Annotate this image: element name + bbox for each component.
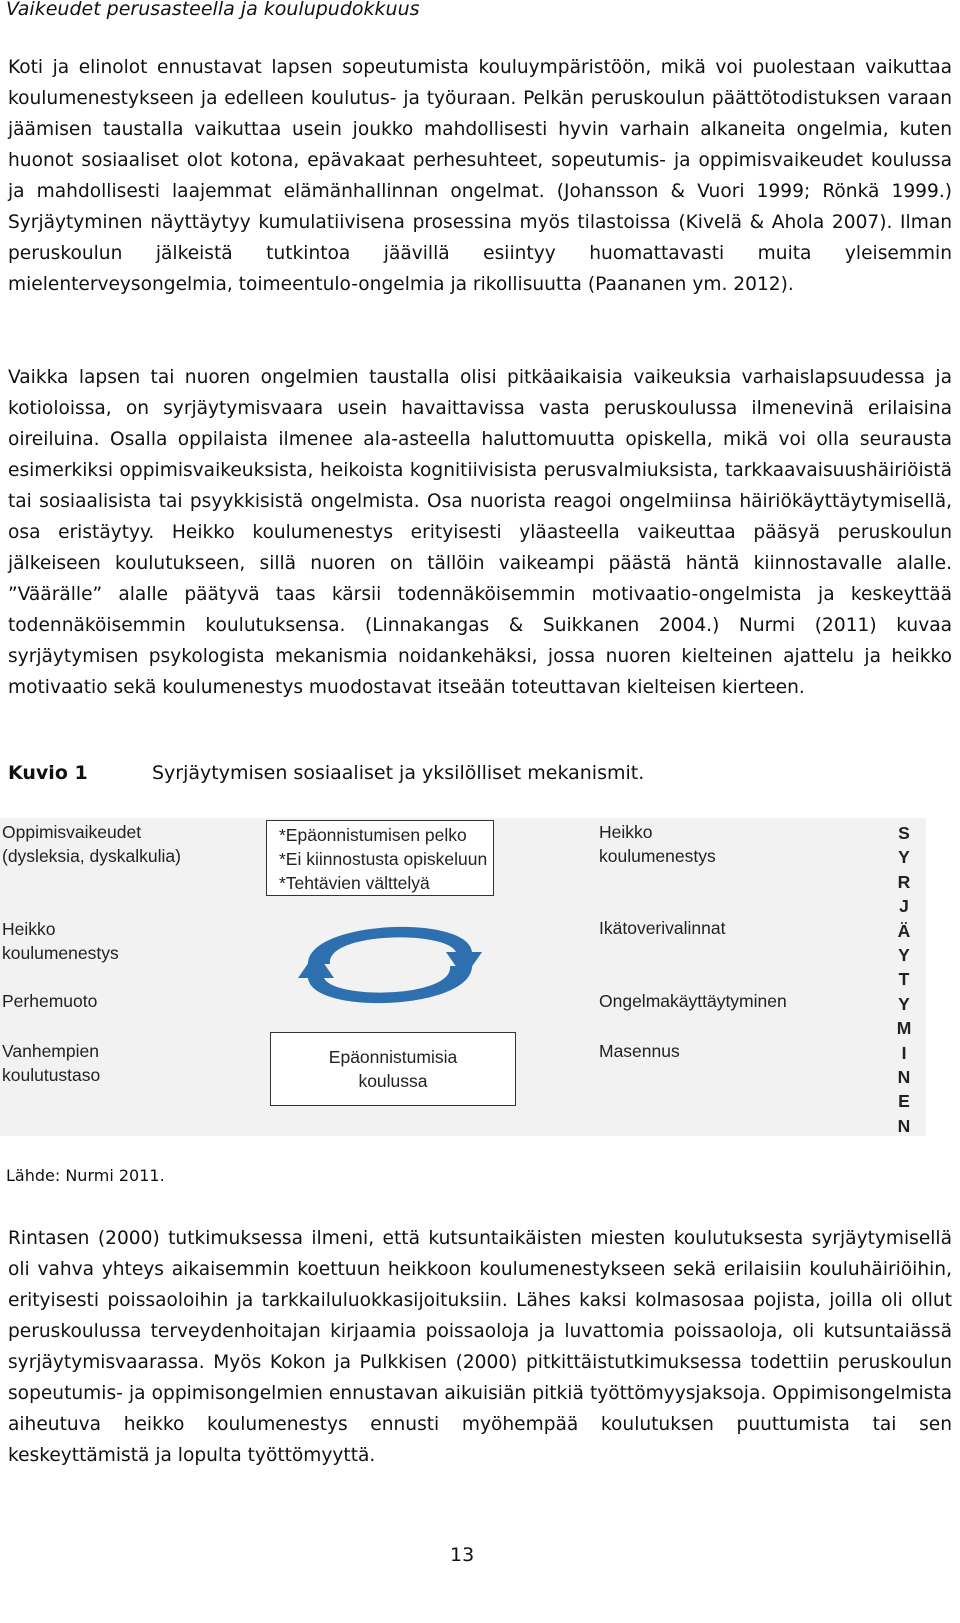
vertical-letter: R (897, 871, 911, 892)
left-item-2-line-2: koulumenestys (2, 943, 119, 963)
running-header-title: Vaikeudet perusasteella ja koulupudokkuus (6, 0, 420, 20)
vertical-letter: M (896, 1018, 912, 1039)
top-box-line-2: *Ei kiinnostusta opiskeluun (279, 849, 488, 869)
vertical-letter: N (897, 1115, 911, 1136)
right-item-1-line-1: Heikko (599, 822, 653, 842)
left-item-family-type: Perhemuoto (2, 991, 98, 1011)
figure-title: Syrjäytymisen sosiaaliset ja yksilölliset mekanismit. (152, 762, 645, 784)
vertical-letter: Y (898, 993, 910, 1014)
paragraph-2: Vaikka lapsen tai nuoren ongelmien taustalla olisi pitkäaikaisia vaikeuksia varhaislapsuudessa ja kotioloissa, on syrjäytymisvaara usein havaittavissa vasta peruskoulussa ilmenevinä erilaisina oireiluina. Osalla oppilaista ilmenee ala-asteella haluttomuutta opiskella, mikä voi olla seurausta esimerkiksi oppimisvaikeuksista, heikoista kognitiivisista perusvalmiuksista, tarkkaavaisuushäiriöistä tai sosiaalisista tai psyykkisistä ongelmista. Osa nuorista reagoi ongelmiinsa häiriökäyttäytymisellä, osa eristäytyy. Heikko koulumenestys erityisesti yläasteella vaikeuttaa pääsyä peruskoulun jälkeiseen koulutukseen, sillä nuoren on tällöin vaikeampi päästä häntä kiinnostavalle alalle. ”Väärälle” alalle päätyvä taas kärsii todennäköisemmin motivaatio-ongelmista ja keskeyttää todennäköisemmin koulutuksensa. (Linnakangas & Suikkanen 2004.) Nurmi (2011) kuvaa syrjäytymisen psykologista mekanismia noidankehäksi, jossa nuoren kielteinen ajattelu ja heikko motivaatio sekä koulumenestys muodostavat itseään toteuttavan kielteisen kierteen. (8, 367, 952, 698)
bottom-box-line-1: Epäonnistumisia (328, 1047, 458, 1067)
paragraph-1: Koti ja elinolot ennustavat lapsen sopeutumista kouluympäristöön, mikä voi puolestaan vaikuttaa koulumenestykseen ja edelleen koulutus- ja työuraan. Pelkän peruskoulun päättötodistuksen varaan jäämisen taustalla vaikuttaa usein joukko mahdollisesti hyvin varhain alkaneita ongelmia, kuten huonot sosiaaliset olot kotona, epävakaat perhesuhteet, sopeutumis- ja oppimisvaikeudet koulussa ja mahdollisesti laajemmat elämänhallinnan ongelmat. (Johansson & Vuori 1999; Rönkä 1999.) Syrjäytyminen näyttäytyy kumulatiivisena prosessina myös tilastoissa (Kivelä & Ahola 2007). Ilman peruskoulun jälkeistä tutkintoa jäävillä esiintyy huomattavasti muita yleisemmin mielenterveysongelmia, toimeentulo-ongelmia ja rikollisuutta (Paananen ym. 2012). (8, 57, 952, 295)
top-box-line-3: *Tehtävien välttelyä (279, 873, 430, 893)
top-box (266, 820, 494, 896)
bottom-box (270, 1032, 516, 1106)
paragraph-3: Rintasen (2000) tutkimuksessa ilmeni, että kutsuntaikäisten miesten koulutuksesta syrjäytymisellä oli vahva yhteys aikaisemmin koettuun heikkoon koulumenestykseen sekä erilaisiin kouluhäiriöihin, erityisesti poissaoloihin ja tarkkailuluokkasijoituksiin. Lähes kaksi kolmasosaa pojista, joilla oli ollut peruskoulussa terveydenhoitajan kirjaamia poissaoloja ja luvattomia poissaoloja, oli kutsuntaiässä syrjäytymisvaarassa. Myös Kokon ja Pulkkisen (2000) pitkittäistutkimuksessa todettiin peruskoulun sopeutumis- ja oppimisongelmien ennustavan aikuisiän pitkiä työttömyysjaksoja. Oppimisongelmista aiheutuva heikko koulumenestys ennusti myöhempää koulutuksen puuttumista tai sen keskeyttämistä ja lopulta työttömyyttä. (8, 1228, 952, 1466)
left-item-learning-difficulties (2, 820, 181, 868)
right-item-1-line-2: koulumenestys (599, 846, 716, 866)
left-item-4-line-2: koulutustaso (2, 1065, 101, 1085)
figure-source: Lähde: Nurmi 2011. (6, 1166, 165, 1185)
vertical-letter: Y (898, 847, 910, 868)
left-item-parents-education (2, 1039, 100, 1087)
left-item-2-line-1: Heikko (2, 919, 56, 939)
bottom-box-line-2: koulussa (358, 1071, 428, 1091)
vertical-letter: N (897, 1066, 911, 1087)
figure-label: Kuvio 1 (8, 762, 88, 784)
vertical-letter: Y (898, 944, 910, 965)
right-item-poor-performance (599, 820, 716, 868)
top-box-text (279, 823, 487, 895)
right-item-problem-behaviour: Ongelmakäyttäytyminen (599, 991, 787, 1011)
figure-caption (8, 762, 952, 792)
vertical-letter: J (899, 896, 909, 917)
vertical-letter: T (898, 969, 910, 990)
vertical-letter: I (901, 1042, 907, 1063)
right-item-depression: Masennus (599, 1041, 680, 1061)
figure-diagram (0, 818, 926, 1136)
left-item-poor-performance (2, 917, 119, 965)
right-item-peer-choices: Ikätoverivalinnat (599, 918, 726, 938)
left-item-1-line-2: (dysleksia, dyskalkulia) (2, 846, 181, 866)
vertical-letter: E (898, 1091, 910, 1112)
cycle-arrows-icon (286, 900, 494, 1030)
left-item-1-line-1: Oppimisvaikeudet (2, 822, 142, 842)
left-item-4-line-1: Vanhempien (2, 1041, 99, 1061)
page-number: 13 (450, 1544, 475, 1566)
vertical-letter: S (898, 823, 910, 843)
top-box-line-1: *Epäonnistumisen pelko (279, 825, 467, 845)
vertical-word-syrjaytyminen (892, 821, 916, 1138)
bottom-box-text (271, 1045, 515, 1093)
vertical-letter: Ä (897, 920, 911, 941)
